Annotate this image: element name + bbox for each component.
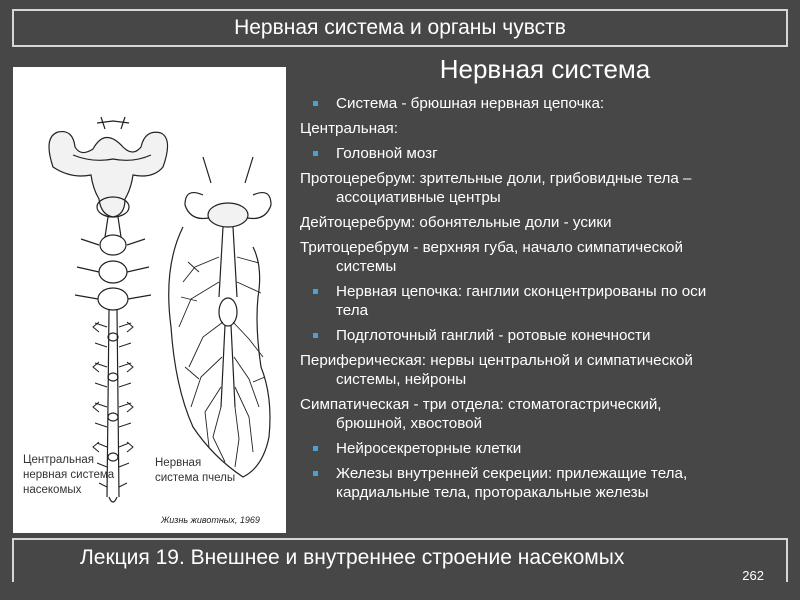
- bullet-icon: [313, 333, 318, 338]
- list-item-text: Протоцеребрум: зрительные доли, грибовидные тела –: [300, 170, 692, 187]
- list-item-text: Тритоцеребрум - верхняя губа, начало симпатической: [300, 239, 683, 256]
- list-item-text: Нервная цепочка: ганглии сконцентрированы по оси: [336, 283, 707, 300]
- bullet-icon: [313, 289, 318, 294]
- page-number: 262: [742, 568, 764, 583]
- lecture-title: Лекция 19. Внешнее и внутреннее строение насекомых: [80, 546, 625, 569]
- slide-heading: Нервная система: [439, 54, 651, 84]
- list-item: [300, 395, 790, 433]
- bottom-title-bar: [12, 538, 788, 582]
- list-item-text: Периферическая: нервы центральной и симпатической: [300, 352, 693, 369]
- top-title: Нервная система и органы чувств: [234, 16, 566, 39]
- list-item-continuation: системы: [336, 258, 397, 275]
- list-item: [300, 119, 790, 138]
- list-item-text: Система - брюшная нервная цепочка:: [336, 95, 605, 112]
- list-item: [300, 464, 790, 502]
- figure-source: Жизнь животных, 1969: [161, 515, 260, 525]
- list-item-continuation: системы, нейроны: [336, 371, 467, 388]
- list-item-text: Железы внутренней секреции: прилежащие тела,: [336, 465, 688, 482]
- list-item: [300, 326, 790, 345]
- figure-label-bee: Нервная система пчелы: [155, 457, 236, 484]
- list-item-continuation: ассоциативные центры: [336, 189, 501, 206]
- list-item-continuation: брюшной, хвостовой: [336, 415, 483, 432]
- list-item: [300, 213, 790, 232]
- figure-label-insect: Центральная нервная система насекомых: [23, 454, 115, 496]
- nervous-system-figure: [13, 67, 286, 533]
- list-item-text: Нейросекреторные клетки: [336, 440, 522, 457]
- bullet-icon: [313, 446, 318, 451]
- list-item-continuation: тела: [336, 302, 369, 319]
- list-item: [300, 282, 790, 320]
- bullet-icon: [313, 151, 318, 156]
- list-item: [300, 94, 790, 113]
- bee-nervous-system-drawing: [169, 157, 271, 477]
- insect-cns-drawing: [49, 117, 168, 502]
- list-item: [300, 439, 790, 458]
- list-item: [300, 238, 790, 276]
- list-item-text: Симпатическая - три отдела: стоматогастрический,: [300, 396, 662, 413]
- list-item: [300, 144, 790, 163]
- list-item-text: Центральная:: [300, 120, 398, 137]
- list-item-continuation: кардиальные тела, проторакальные железы: [336, 484, 649, 501]
- list-item-text: Дейтоцеребрум: обонятельные доли - усики: [300, 214, 612, 231]
- list-item: [300, 169, 790, 207]
- bullet-icon: [313, 101, 318, 106]
- bullet-icon: [313, 471, 318, 476]
- content-list: [300, 94, 790, 508]
- list-item-text: Подглоточный ганглий - ротовые конечности: [336, 327, 651, 344]
- top-title-bar: [12, 9, 788, 47]
- list-item-text: Головной мозг: [336, 145, 438, 162]
- list-item: [300, 351, 790, 389]
